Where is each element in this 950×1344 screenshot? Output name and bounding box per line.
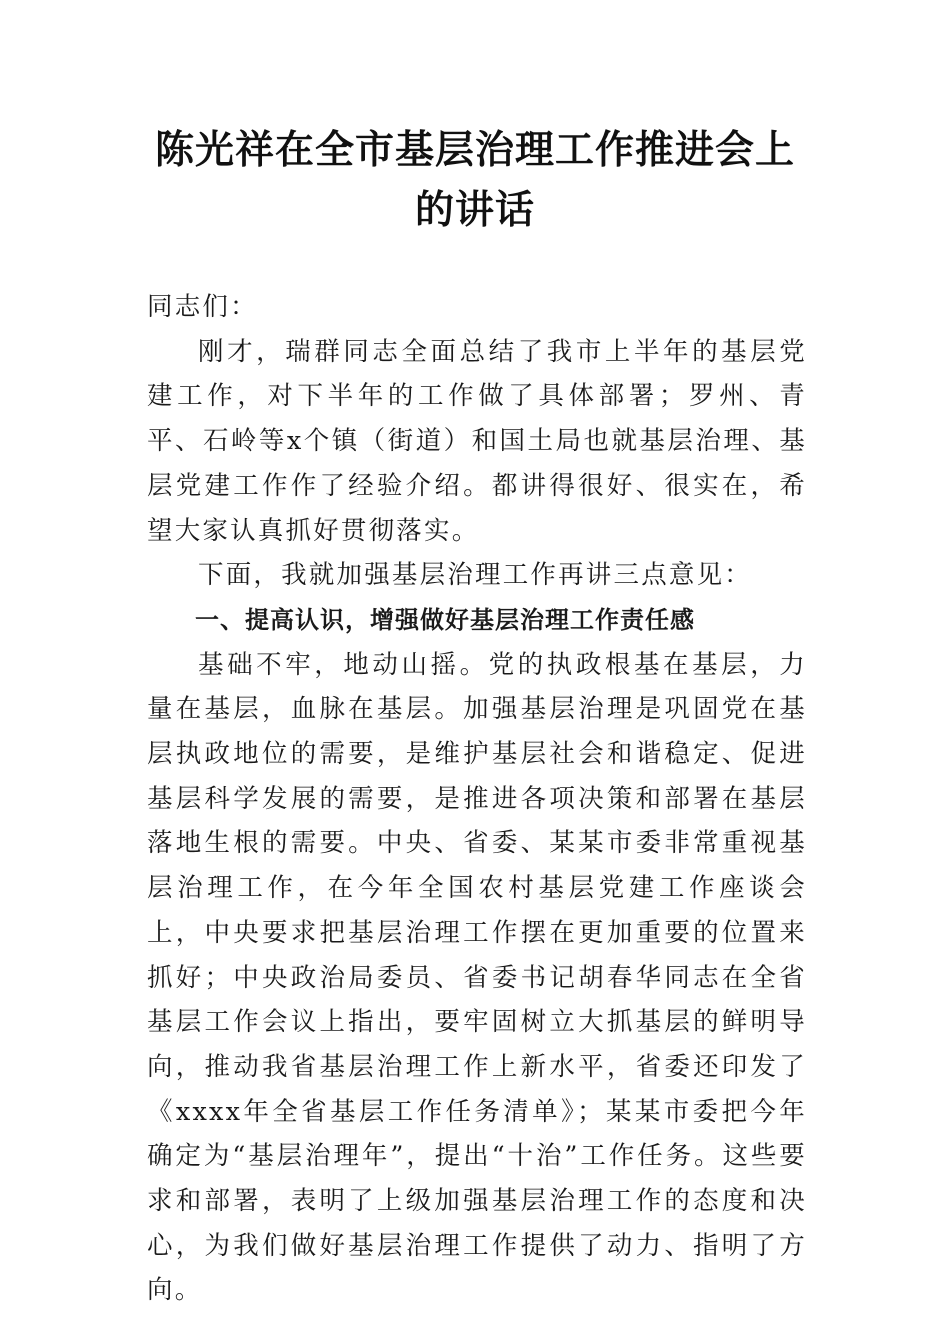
paragraph-intro: 刚才，瑞群同志全面总结了我市上半年的基层党建工作，对下半年的工作做了具体部署；罗州、青平、石岭等x个镇（街道）和国土局也就基层治理、基层党建工作作了经验介绍。都讲得很好、很实在，希望大家认真抓好贯彻落实。 <box>147 336 807 546</box>
salutation: 同志们： <box>147 292 258 322</box>
section-1-paragraph: 基础不牢，地动山摇。党的执政根基在基层，力量在基层，血脉在基层。加强基层治理是巩固党在基层执政地位的需要，是维护基层社会和谐稳定、促进基层科学发展的需要，是推进各项决策和部署在基层落地生根的需要。中央、省委、某某市委非常重视基层治理工作，在今年全国农村基层党建工作座谈会上，中央要求把基层治理工作摆在更加重要的位置来抓好；中央政治局委员、省委书记胡春华同志在全省基层工作会议上指出，要牢固树立大抓基层的鲜明导向，推动我省基层治理工作上新水平，省委还印发了《xxxx年全省基层工作任务清单》；某某市委把今年确定为“基层治理年”，提出“十治”工作任务。这些要求和部署，表明了上级加强基层治理工作的态度和决心，为我们做好基层治理工作提供了动力、指明了方向。 <box>147 649 807 1306</box>
document-body <box>147 285 807 1313</box>
paragraph-transition: 下面，我就加强基层治理工作再讲三点意见： <box>198 560 753 591</box>
document-title: 陈光祥在全市基层治理工作推进会上的讲话 <box>154 127 795 233</box>
section-heading-1: 一、提高认识，增强做好基层治理工作责任感 <box>195 605 695 634</box>
